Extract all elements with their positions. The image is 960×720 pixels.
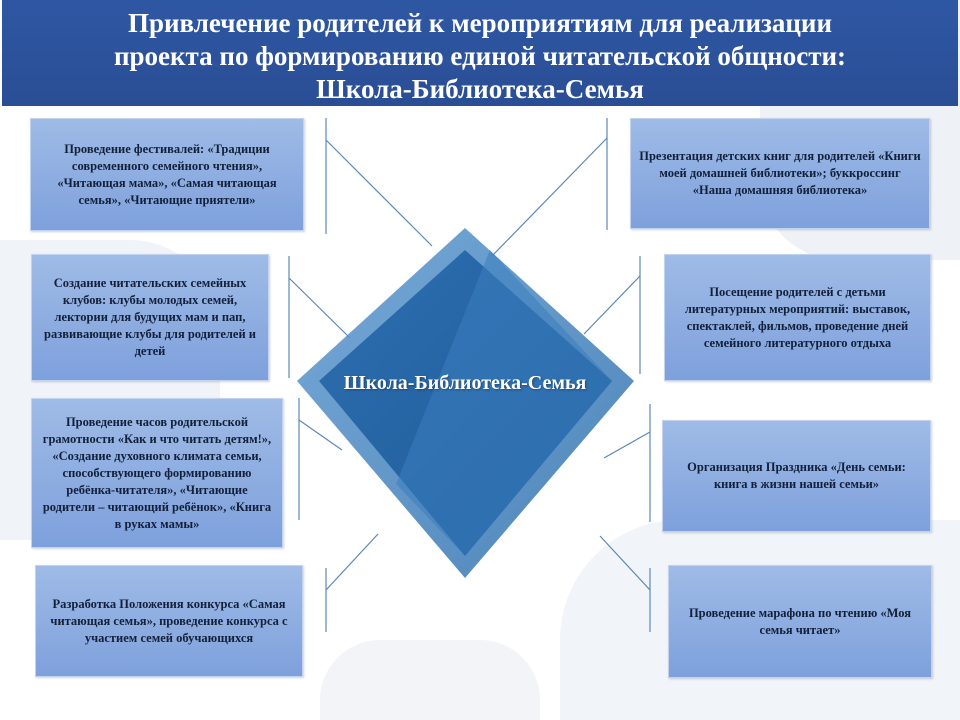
- connector-left-1: [326, 118, 432, 246]
- activity-text: Проведение марафона по чтению «Моя семья читает»: [688, 605, 912, 637]
- connector-right-1: [492, 118, 607, 256]
- center-label: Школа-Библиотека-Семья: [343, 372, 587, 394]
- connector-right-3: [604, 404, 650, 522]
- activity-text: Создание читательских семейных клубов: клубы молодых семей, лектории для будущих мам и пап, развивающие клубы для родителей и детей: [44, 276, 256, 358]
- activity-box-events-visits: [664, 254, 931, 381]
- activity-text: Разработка Положения конкурса «Самая читающая семья», проведение конкурса с участием семей обучающихся: [50, 596, 288, 645]
- activity-text: Презентация детских книг для родителей «Книги моей домашней библиотеки»; буккроссинг «Наша домашняя библиотека»: [639, 149, 921, 197]
- activity-box-literacy-hours: [31, 398, 283, 548]
- connector-right-4: [600, 536, 650, 632]
- connector-left-4: [326, 534, 378, 632]
- activity-text: Посещение родителей с детьми литературных мероприятий: выставок, спектаклей, фильмов, проведение дней семейного литературного отдыха: [684, 284, 911, 350]
- activity-box-contest: [35, 565, 303, 677]
- title-line-3: Школа-Библиотека-Семья: [316, 74, 644, 104]
- activity-box-family-day: [662, 420, 931, 532]
- title-line-2: проекта по формированию единой читательской общности:: [113, 41, 847, 71]
- activity-box-festivals: [30, 118, 304, 231]
- activity-text: Организация Праздника «День семьи: книга в жизни нашей семьи»: [687, 460, 906, 491]
- activity-text: Проведение фестивалей: «Традиции современного семейного чтения», «Читающая мама», «Самая читающая семья», «Читающие приятели»: [57, 141, 277, 207]
- activity-box-family-clubs: [31, 254, 269, 381]
- activity-box-book-presentation: [630, 118, 930, 229]
- title-line-1: Привлечение родителей к мероприятиям для реализации: [127, 8, 833, 38]
- activity-text: Проведение часов родительской грамотности «Как и что читать детям!», «Создание духовного климата семьи, способствующего формированию ребёнка-читателя», «Читающие родители – читающий ребёнок», «Книга в руках мамы»: [42, 414, 272, 531]
- activity-box-reading-marathon: [668, 565, 932, 678]
